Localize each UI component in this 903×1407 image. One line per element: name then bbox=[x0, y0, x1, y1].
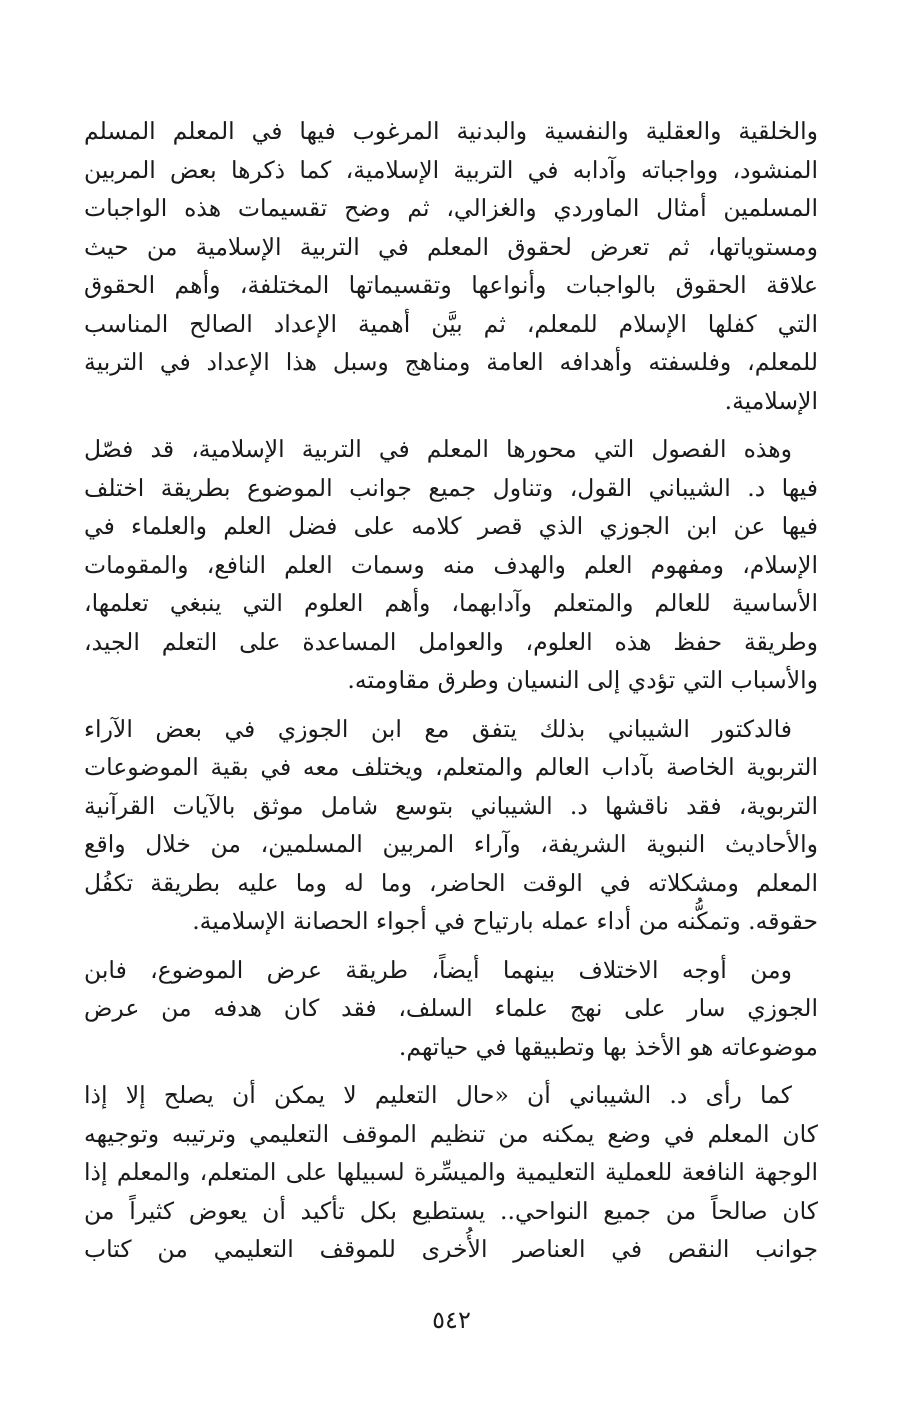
text-line: وهذه الفصول التي محورها المعلم في التربية الإسلامية، قد فصّل bbox=[84, 435, 792, 463]
text-line: والأحاديث النبوية الشريفة، وآراء المربين المسلمين، من خلال واقع bbox=[84, 830, 818, 858]
text-line: التربوية، فقد ناقشها د. الشيباني بتوسع شامل موثق بالآيات القرآنية bbox=[84, 791, 818, 820]
text-line: ومن أوجه الاختلاف بينهما أيضاً، طريقة عرض الموضوع، فابن bbox=[84, 955, 792, 984]
page-number: ٥٤٢ bbox=[432, 1306, 471, 1334]
text-line: المنشود، وواجباته وآدابه في التربية الإسلامية، كما ذكرها بعض المربين bbox=[84, 155, 818, 184]
text-line: حقوقه. وتمكُّنه من أداء عمله بارتياح في أجواء الحصانة الإسلامية. bbox=[192, 907, 818, 935]
paragraph bbox=[84, 112, 818, 420]
text-line: الجوزي سار على نهج علماء السلف، فقد كان هدفه من عرض bbox=[84, 994, 818, 1022]
text-line: الإسلامية. bbox=[724, 386, 818, 415]
text-line: الوجهة النافعة للعملية التعليمية والميسِّرة لسبيلها على المتعلم، والمعلم إذا bbox=[84, 1158, 818, 1186]
text-line: فيها عن ابن الجوزي الذي قصر كلامه على فضل العلم والعلماء في bbox=[84, 512, 818, 540]
page-body bbox=[84, 112, 818, 1279]
text-line: علاقة الحقوق بالواجبات وأنواعها وتقسيماتها المختلفة، وأهم الحقوق bbox=[84, 271, 818, 299]
paragraph bbox=[84, 951, 818, 1067]
text-line: المسلمين أمثال الماوردي والغزالي، ثم وضح تقسيمات هذه الواجبات bbox=[84, 194, 818, 222]
text-line: الأساسية للعالم والمتعلم وآدابهما، وأهم العلوم التي ينبغي تعلمها، bbox=[84, 589, 818, 617]
text-line: والخلقية والعقلية والنفسية والبدنية المرغوب فيها في المعلم المسلم bbox=[84, 117, 818, 145]
text-line: جوانب النقص في العناصر الأُخرى للموقف التعليمي من كتاب bbox=[84, 1235, 818, 1263]
text-line: ومستوياتها، ثم تعرض لحقوق المعلم في التربية الإسلامية من حيث bbox=[84, 232, 818, 261]
text-line: فيها د. الشيباني القول، وتناول جميع جوانب الموضوع بطريقة اختلف bbox=[84, 473, 818, 502]
text-line: كان صالحاً من جميع النواحي.. يستطيع بكل تأكيد أن يعوض كثيراً من bbox=[84, 1196, 818, 1225]
text-line: للمعلم، وفلسفته وأهدافه العامة ومناهج وسبل هذا الإعداد في التربية bbox=[84, 348, 818, 376]
paragraph bbox=[84, 710, 818, 941]
text-line: التربوية الخاصة بآداب العالم والمتعلم، ويختلف معه في بقية الموضوعات bbox=[84, 753, 818, 781]
text-line: موضوعاته هو الأخذ بها وتطبيقها في حياتهم. bbox=[398, 1032, 818, 1061]
text-line: الإسلام، ومفهوم العلم والهدف منه وسمات العلم النافع، والمقومات bbox=[84, 550, 818, 579]
text-line: وطريقة حفظ هذه العلوم، والعوامل المساعدة على التعلم الجيد، bbox=[84, 627, 818, 656]
text-line: المعلم ومشكلاته في الوقت الحاضر، وما له وما عليه بطريقة تكفُل bbox=[84, 868, 818, 897]
text-line: كما رأى د. الشيباني أن «حال التعليم لا يمكن أن يصلح إلا إذا bbox=[84, 1081, 792, 1109]
text-line: التي كفلها الإسلام للمعلم، ثم بيَّن أهمية الإعداد الصالح المناسب bbox=[84, 309, 818, 338]
text-line: فالدكتور الشيباني بذلك يتفق مع ابن الجوزي في بعض الآراء bbox=[84, 714, 792, 743]
text-line: كان المعلم في وضع يمكنه من تنظيم الموقف التعليمي وترتيبه وتوجيهه bbox=[84, 1119, 818, 1148]
paragraph bbox=[84, 430, 818, 700]
text-line: والأسباب التي تؤدي إلى النسيان وطرق مقاومته. bbox=[347, 666, 818, 694]
paragraph bbox=[84, 1076, 818, 1269]
